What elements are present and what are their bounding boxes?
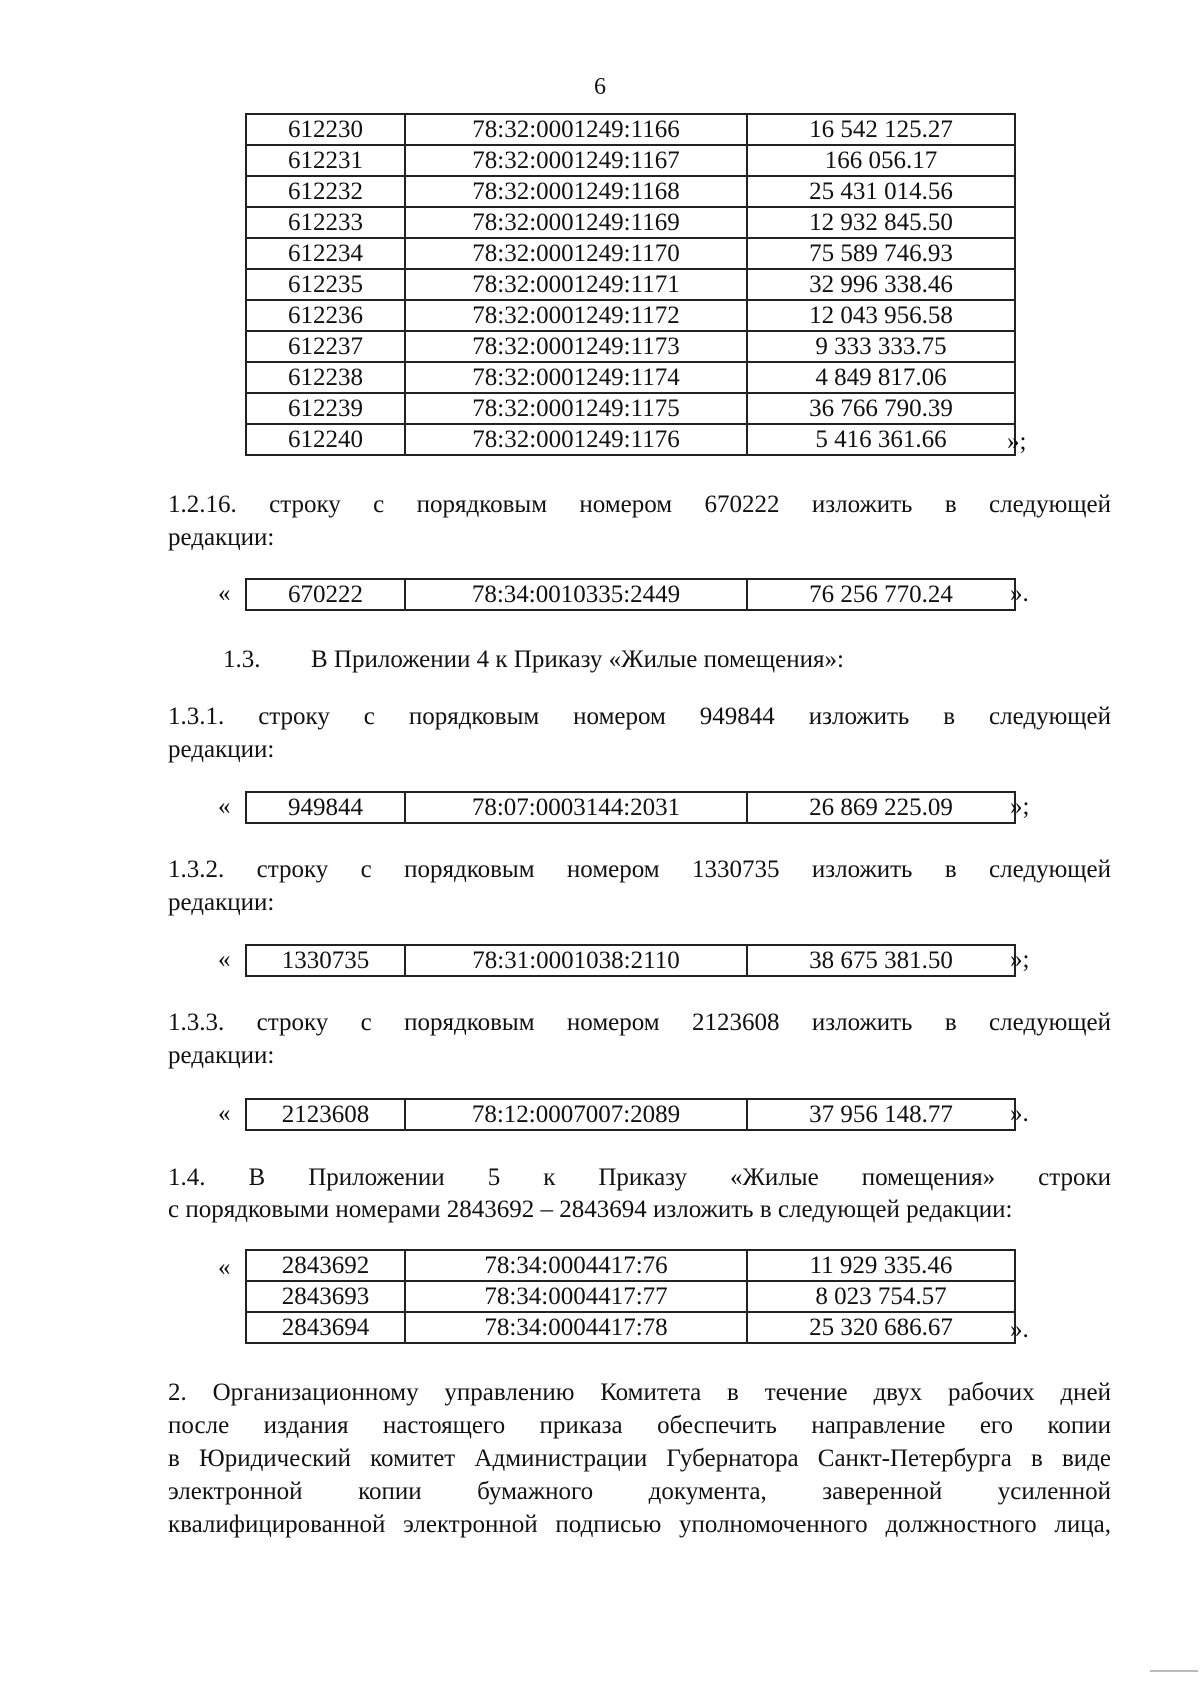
paragraph-1-3-2-line1: 1.3.2. строку с порядковым номером 1330735 изложить в следующей: [168, 856, 1111, 883]
close-quote: »;: [1010, 946, 1030, 973]
table-cell: 78:32:0001249:1166: [405, 114, 747, 145]
table-row: [246, 945, 1015, 976]
paragraph-1-2-16-line2: редакции:: [168, 524, 275, 551]
table-cell: 16 542 125.27: [747, 114, 1015, 145]
page-number: 6: [594, 74, 606, 100]
row-table-670222: [245, 578, 1016, 611]
cadastral-table-2843692: [245, 1249, 1016, 1344]
table-row: [246, 114, 1015, 145]
table-cell: 36 766 790.39: [747, 393, 1015, 424]
open-quote: «: [218, 946, 231, 973]
close-quote: »;: [1010, 793, 1030, 820]
row-table-1330735: [245, 944, 1016, 977]
table-cell: 612237: [246, 331, 405, 362]
table-cell: 78:32:0001249:1172: [405, 300, 747, 331]
table-cell: 5 416 361.66: [747, 424, 1015, 455]
table-cell: 612236: [246, 300, 405, 331]
table-cell: 2843693: [246, 1281, 405, 1312]
paragraph-1-3-3-line1: 1.3.3. строку с порядковым номером 2123608 изложить в следующей: [168, 1009, 1111, 1036]
table-cell: 12 043 956.58: [747, 300, 1015, 331]
table-cell: 2843694: [246, 1312, 405, 1343]
table-cell: 8 023 754.57: [747, 1281, 1015, 1312]
table-cell: 612232: [246, 176, 405, 207]
table-cell: 78:32:0001249:1167: [405, 145, 747, 176]
close-quote: ».: [1010, 1100, 1029, 1127]
table-cell: 25 320 686.67: [747, 1312, 1015, 1343]
paragraph-1-3-text: В Приложении 4 к Приказу «Жилые помещения»:: [311, 646, 844, 673]
cadastral-table-top: [245, 113, 1016, 456]
paragraph-2-line2: после издания настоящего приказа обеспечить направление его копии: [168, 1412, 1111, 1439]
paragraph-1-3-1-line1: 1.3.1. строку с порядковым номером 949844 изложить в следующей: [168, 703, 1111, 730]
table-cell: 26 869 225.09: [747, 792, 1015, 823]
table-row: [246, 393, 1015, 424]
table-cell: 2123608: [246, 1099, 405, 1130]
table-row: [246, 1281, 1015, 1312]
table-cell: 1330735: [246, 945, 405, 976]
table-cell: 949844: [246, 792, 405, 823]
table-cell: 32 996 338.46: [747, 269, 1015, 300]
paragraph-1-2-16-line1: 1.2.16. строку с порядковым номером 670222 изложить в следующей: [168, 491, 1111, 518]
table-cell: 78:32:0001249:1171: [405, 269, 747, 300]
table-cell: 612240: [246, 424, 405, 455]
table-cell: 612230: [246, 114, 405, 145]
table-cell: 78:32:0001249:1168: [405, 176, 747, 207]
table-row: [246, 424, 1015, 455]
open-quote: «: [218, 1100, 231, 1127]
close-quote: ».: [1010, 580, 1029, 607]
table-cell: 78:32:0001249:1174: [405, 362, 747, 393]
table-cell: 75 589 746.93: [747, 238, 1015, 269]
table-cell: 78:34:0004417:78: [405, 1312, 747, 1343]
open-quote: «: [218, 793, 231, 820]
table-cell: 612233: [246, 207, 405, 238]
table-cell: 78:32:0001249:1170: [405, 238, 747, 269]
table-row: [246, 362, 1015, 393]
open-quote: «: [218, 580, 231, 607]
table-cell: 78:32:0001249:1176: [405, 424, 747, 455]
row-table-949844: [245, 791, 1016, 824]
table-cell: 670222: [246, 579, 405, 610]
table-cell: 166 056.17: [747, 145, 1015, 176]
paragraph-2-line1: 2. Организационному управлению Комитета в течение двух рабочих дней: [168, 1379, 1111, 1406]
table-cell: 78:12:0007007:2089: [405, 1099, 747, 1130]
footer-rule: [1150, 1670, 1198, 1672]
table-cell: 78:31:0001038:2110: [405, 945, 747, 976]
table-cell: 9 333 333.75: [747, 331, 1015, 362]
paragraph-2-line5: квалифицированной электронной подписью уполномоченного должностного лица,: [168, 1511, 1111, 1538]
table-close-quote: »;: [1007, 428, 1027, 455]
table-row: [246, 1099, 1015, 1130]
table-cell: 612231: [246, 145, 405, 176]
table-cell: 4 849 817.06: [747, 362, 1015, 393]
paragraph-1-4-line1: 1.4. В Приложении 5 к Приказу «Жилые помещения» строки: [168, 1164, 1111, 1191]
paragraph-1-3-3-line2: редакции:: [168, 1042, 275, 1069]
paragraph-1-3-1-line2: редакции:: [168, 736, 275, 763]
table-cell: 78:32:0001249:1175: [405, 393, 747, 424]
paragraph-2-line3: в Юридический комитет Администрации Губернатора Санкт-Петербурга в виде: [168, 1445, 1111, 1472]
table-row: [246, 176, 1015, 207]
table-cell: 38 675 381.50: [747, 945, 1015, 976]
table-cell: 78:34:0004417:76: [405, 1250, 747, 1281]
open-quote: «: [218, 1254, 231, 1281]
table-cell: 2843692: [246, 1250, 405, 1281]
paragraph-1-3-2-line2: редакции:: [168, 889, 275, 916]
table-row: [246, 792, 1015, 823]
table-row: [246, 238, 1015, 269]
table-cell: 612238: [246, 362, 405, 393]
table-cell: 78:34:0010335:2449: [405, 579, 747, 610]
table-row: [246, 269, 1015, 300]
row-table-2123608: [245, 1098, 1016, 1131]
table-row: [246, 300, 1015, 331]
paragraph-1-3-number: 1.3.: [223, 646, 261, 673]
table-cell: 37 956 148.77: [747, 1099, 1015, 1130]
table-row: [246, 1312, 1015, 1343]
close-quote: ».: [1010, 1316, 1029, 1343]
table-cell: 78:07:0003144:2031: [405, 792, 747, 823]
table-row: [246, 1250, 1015, 1281]
table-row: [246, 331, 1015, 362]
table-cell: 76 256 770.24: [747, 579, 1015, 610]
paragraph-2-line4: электронной копии бумажного документа, заверенной усиленной: [168, 1478, 1111, 1505]
table-row: [246, 579, 1015, 610]
table-cell: 612234: [246, 238, 405, 269]
table-row: [246, 145, 1015, 176]
table-cell: 612239: [246, 393, 405, 424]
table-cell: 11 929 335.46: [747, 1250, 1015, 1281]
table-row: [246, 207, 1015, 238]
table-cell: 12 932 845.50: [747, 207, 1015, 238]
table-cell: 78:34:0004417:77: [405, 1281, 747, 1312]
table-cell: 78:32:0001249:1173: [405, 331, 747, 362]
table-cell: 78:32:0001249:1169: [405, 207, 747, 238]
table-cell: 25 431 014.56: [747, 176, 1015, 207]
table-cell: 612235: [246, 269, 405, 300]
paragraph-1-4-line2: с порядковыми номерами 2843692 – 2843694 изложить в следующей редакции:: [168, 1196, 1013, 1223]
